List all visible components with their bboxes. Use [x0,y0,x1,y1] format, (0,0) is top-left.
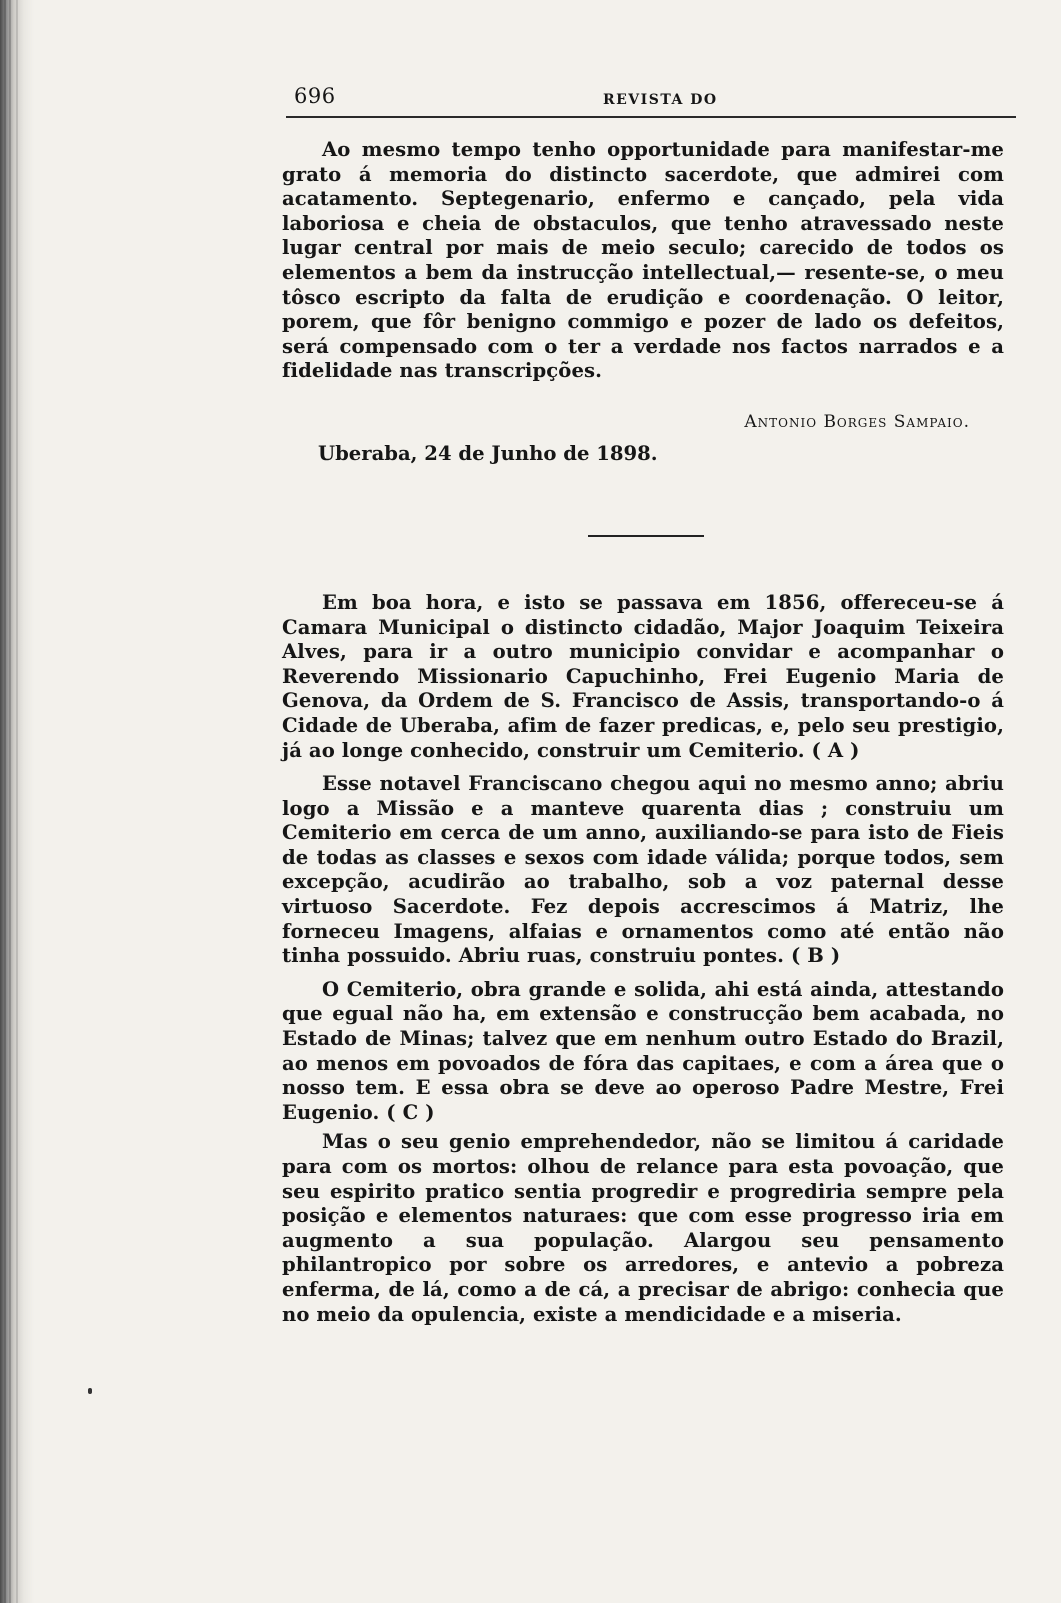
body-paragraph: O Cemiterio, obra grande e solida, ahi está ainda, attestando que egual não ha, em extensão e construcção bem acabada, no Estado de Minas; talvez que em nenhum outro Estado do Brazil, ao menos em povoados de fóra das capitaes, e com a área que o nosso tem. E essa obra se deve ao operoso Padre Mestre, Frei Eugenio. ( C ) [282,977,1004,1124]
body-paragraph: Esse notavel Franciscano chegou aqui no mesmo anno; abriu logo a Missão e a manteve quarenta dias ; construiu um Cemiterio em cerca de um anno, auxiliando-se para isto de Fieis de todas as classes e sexos com idade válida; porque todos, sem excepção, acudirão ao trabalho, sob a voz paternal desse virtuoso Sacerdote. Fez depois accrescimos á Matriz, lhe forneceu Imagens, alfaias e ornamentos como até então não tinha possuido. Abriu ruas, construiu pontes. ( B ) [282,772,1004,968]
page-number: 696 [294,84,336,108]
signature: Antonio Borges Sampaio. [744,411,970,432]
binding-edge-line [4,0,6,1603]
body-paragraph: Mas o seu genio emprehendedor, não se limitou á caridade para com os mortos: olhou de relance para esta povoação, que seu espirito pratico sentia progredir e progrediria sempre pela posição e elementos naturaes: que com esse progresso iria em augmento a sua população. Alargou seu pensamento philantropico por sobre os arredores, e antevio a pobreza enferma, de lá, como a de cá, a precisar de abrigo: conhecia que no meio da opulencia, existe a mendicidade e a miseria. [282,1130,1004,1326]
header-rule [286,116,1016,118]
letter-paragraph: Ao mesmo tempo tenho opportunidade para manifestar-me grato á memoria do distincto sacerdote, que admirei com acatamento. Septegenario, enfermo e cançado, pela vida laboriosa e cheia de obstaculos, que tenho atravessado neste lugar central por mais de meio seculo; carecido de todos os elementos a bem da instrucção intellectual,— resente-se, o meu tôsco escripto da falta de erudição e coordenação. O leitor, porem, que fôr benigno commigo e pozer de lado os defeitos, será compensado com o ter a verdade nos factos narrados e a fidelidade nas transcripções. [282,138,1004,383]
page-header [286,78,1016,122]
page-body [282,138,1004,1327]
running-head: REVISTA DO [603,92,718,108]
binding-edge-line [9,0,11,1603]
body-paragraph: Em boa hora, e isto se passava em 1856, offereceu-se á Camara Municipal o distincto cidadão, Major Joaquim Teixeira Alves, para ir a outro municipio convidar e acompanhar o Reverendo Missionario Capuchinho, Frei Eugenio Maria de Genova, da Ordem de S. Francisco de Assis, transportando-o á Cidade de Uberaba, afim de fazer predicas, e, pelo seu prestigio, já ao longe conhecido, construir um Cemiterio. ( A ) [282,590,1004,762]
dateline: Uberaba, 24 de Junho de 1898. [318,441,658,465]
scan-speck [88,1388,92,1394]
binding-edge-line [16,0,18,1603]
section-divider [588,535,704,537]
